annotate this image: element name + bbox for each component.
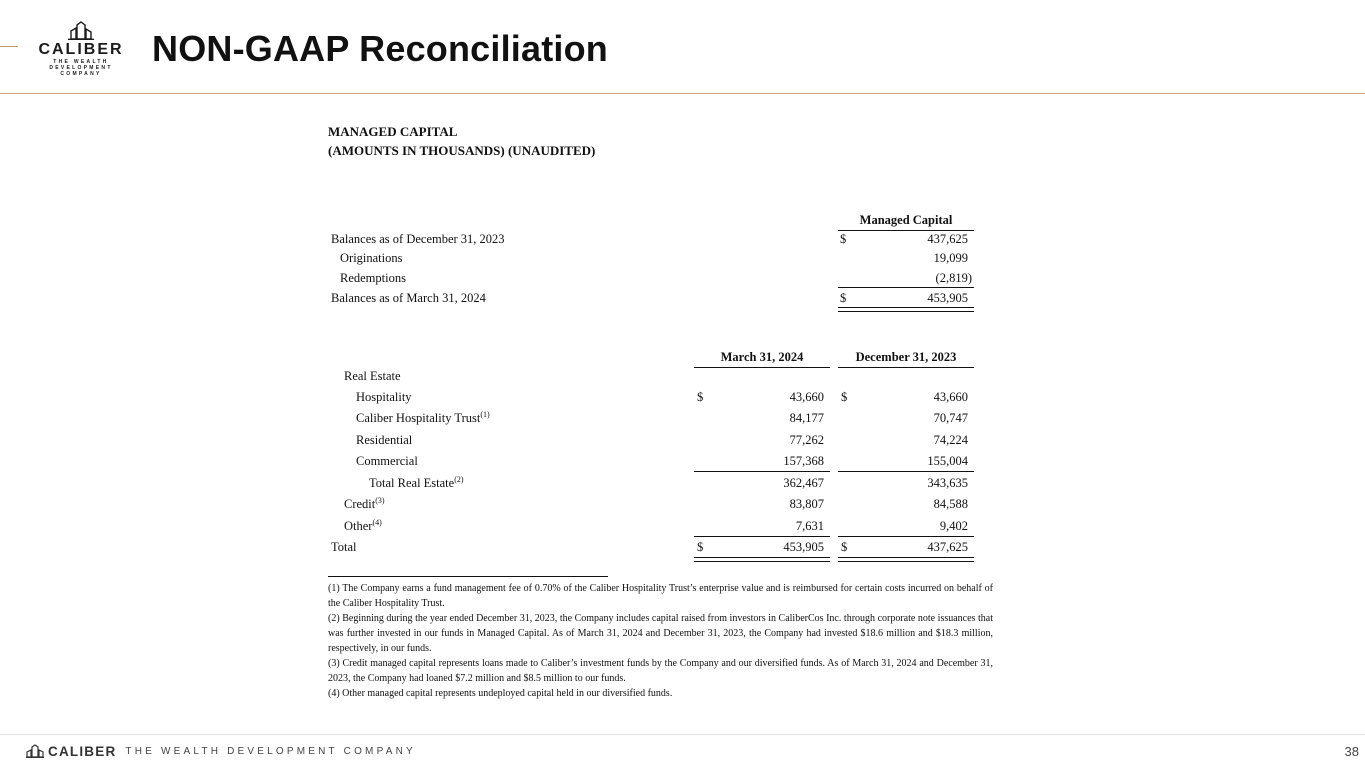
footnote-4: (4) Other managed capital represents undeployed capital held in our diversified funds. — [328, 688, 673, 699]
footnote-2: (2) Beginning during the year ended December 31, 2023, the Company includes capital raised from investors in CaliberCos Inc. through corporate note issuances that was further invested in our funds in Managed Capital. As of March 31, 2024 and December 31, 2023, the Company had invested $18.6 million and $18.3 million, respectively, in our funds. — [328, 613, 993, 654]
footnote-1: (1) The Company earns a fund management fee of 0.70% of the Caliber Hospitality Trust’s enterprise value and is reimbursed for certain costs incurred on behalf of the Caliber Hospitality Trust. — [328, 583, 993, 609]
dollar-sign: $ — [697, 390, 704, 404]
footnote-ref: (3) — [375, 496, 385, 505]
row-value: 453,905 — [927, 291, 968, 305]
row-value: (2,819) — [935, 271, 972, 285]
column-header-managed-capital: Managed Capital — [838, 211, 974, 231]
footnotes — [328, 581, 993, 701]
total-double-rule — [694, 557, 830, 562]
building-logo-icon — [26, 744, 44, 758]
row-value: 437,625 — [927, 232, 968, 246]
december-value: 70,747 — [933, 411, 968, 425]
footer-name: CALIBER — [48, 743, 117, 759]
column-header-december-2023: December 31, 2023 — [838, 348, 974, 368]
footer-divider — [0, 734, 1365, 735]
dollar-sign: $ — [840, 232, 847, 246]
march-value: 7,631 — [795, 519, 824, 533]
footnote-ref: (2) — [454, 475, 464, 484]
page-number: 38 — [1344, 744, 1359, 759]
row-label: Credit$^{(3)}$ — [344, 496, 385, 511]
column-header-march-2024: March 31, 2024 — [694, 348, 830, 368]
page-title: NON-GAAP Reconciliation — [152, 28, 608, 69]
footnote-ref: (1) — [480, 410, 490, 419]
march-value: 77,262 — [789, 433, 824, 447]
row-label: Residential — [356, 433, 413, 447]
footer-tagline: THE WEALTH DEVELOPMENT COMPANY — [125, 745, 416, 757]
row-label: Redemptions — [340, 271, 406, 285]
december-value: 43,660 — [933, 390, 968, 404]
dollar-sign: $ — [697, 540, 704, 554]
row-value: 19,099 — [933, 251, 968, 265]
subtotal-rule — [838, 471, 974, 472]
december-value: 155,004 — [927, 454, 968, 468]
row-label: Balances as of March 31, 2024 — [331, 291, 486, 305]
row-label: Commercial — [356, 454, 418, 468]
december-value: 9,402 — [939, 519, 968, 533]
december-value: 343,635 — [927, 476, 968, 490]
row-label: Real Estate — [344, 369, 401, 383]
row-label: Other$^{(4)}$ — [344, 518, 382, 533]
total-double-rule — [838, 557, 974, 562]
subtotal-rule — [694, 536, 830, 537]
december-value: 74,224 — [933, 433, 968, 447]
march-value: 83,807 — [789, 497, 824, 511]
header-divider — [0, 93, 1365, 94]
section-subtitle: (AMOUNTS IN THOUSANDS) (UNAUDITED) — [328, 143, 596, 158]
dollar-sign: $ — [840, 291, 847, 305]
march-value: 157,368 — [783, 454, 824, 468]
row-label: Hospitality — [356, 390, 412, 404]
december-value: 84,588 — [933, 497, 968, 511]
row-label: Total Real Estate$^{(2)}$ — [369, 475, 464, 490]
footnote-3: (3) Credit managed capital represents loans made to Caliber’s investment funds by the Company and our diversified funds. As of March 31, 2024 and December 31, 2023, the Company had loaned $7.2 million and $8.5 million to our funds. — [328, 658, 993, 684]
march-value: 362,467 — [783, 476, 824, 490]
logo-name: CALIBER — [38, 41, 124, 58]
subtotal-rule — [838, 287, 974, 288]
row-label: Balances as of December 31, 2023 — [331, 232, 505, 246]
logo-tagline-2: COMPANY — [60, 71, 102, 77]
subtotal-rule — [838, 536, 974, 537]
december-value: 437,625 — [927, 540, 968, 554]
logo-tagline: THE WEALTH DEVELOPMENT — [49, 59, 113, 71]
march-value: 453,905 — [783, 540, 824, 554]
building-logo-icon — [68, 20, 94, 40]
footnote-ref: (4) — [372, 518, 382, 527]
total-double-rule — [838, 307, 974, 312]
header-accent-line — [0, 46, 18, 47]
dollar-sign: $ — [841, 390, 848, 404]
footnote-rule — [328, 576, 608, 577]
section-title: MANAGED CAPITAL — [328, 124, 458, 139]
subtotal-rule — [694, 471, 830, 472]
row-label: Total — [331, 540, 357, 554]
row-label: Caliber Hospitality Trust$^{(1)}$ — [356, 410, 490, 425]
march-value: 84,177 — [789, 411, 824, 425]
dollar-sign: $ — [841, 540, 848, 554]
row-label: Originations — [340, 251, 403, 265]
march-value: 43,660 — [789, 390, 824, 404]
footer-brand — [26, 743, 416, 759]
caliber-logo — [22, 20, 140, 77]
